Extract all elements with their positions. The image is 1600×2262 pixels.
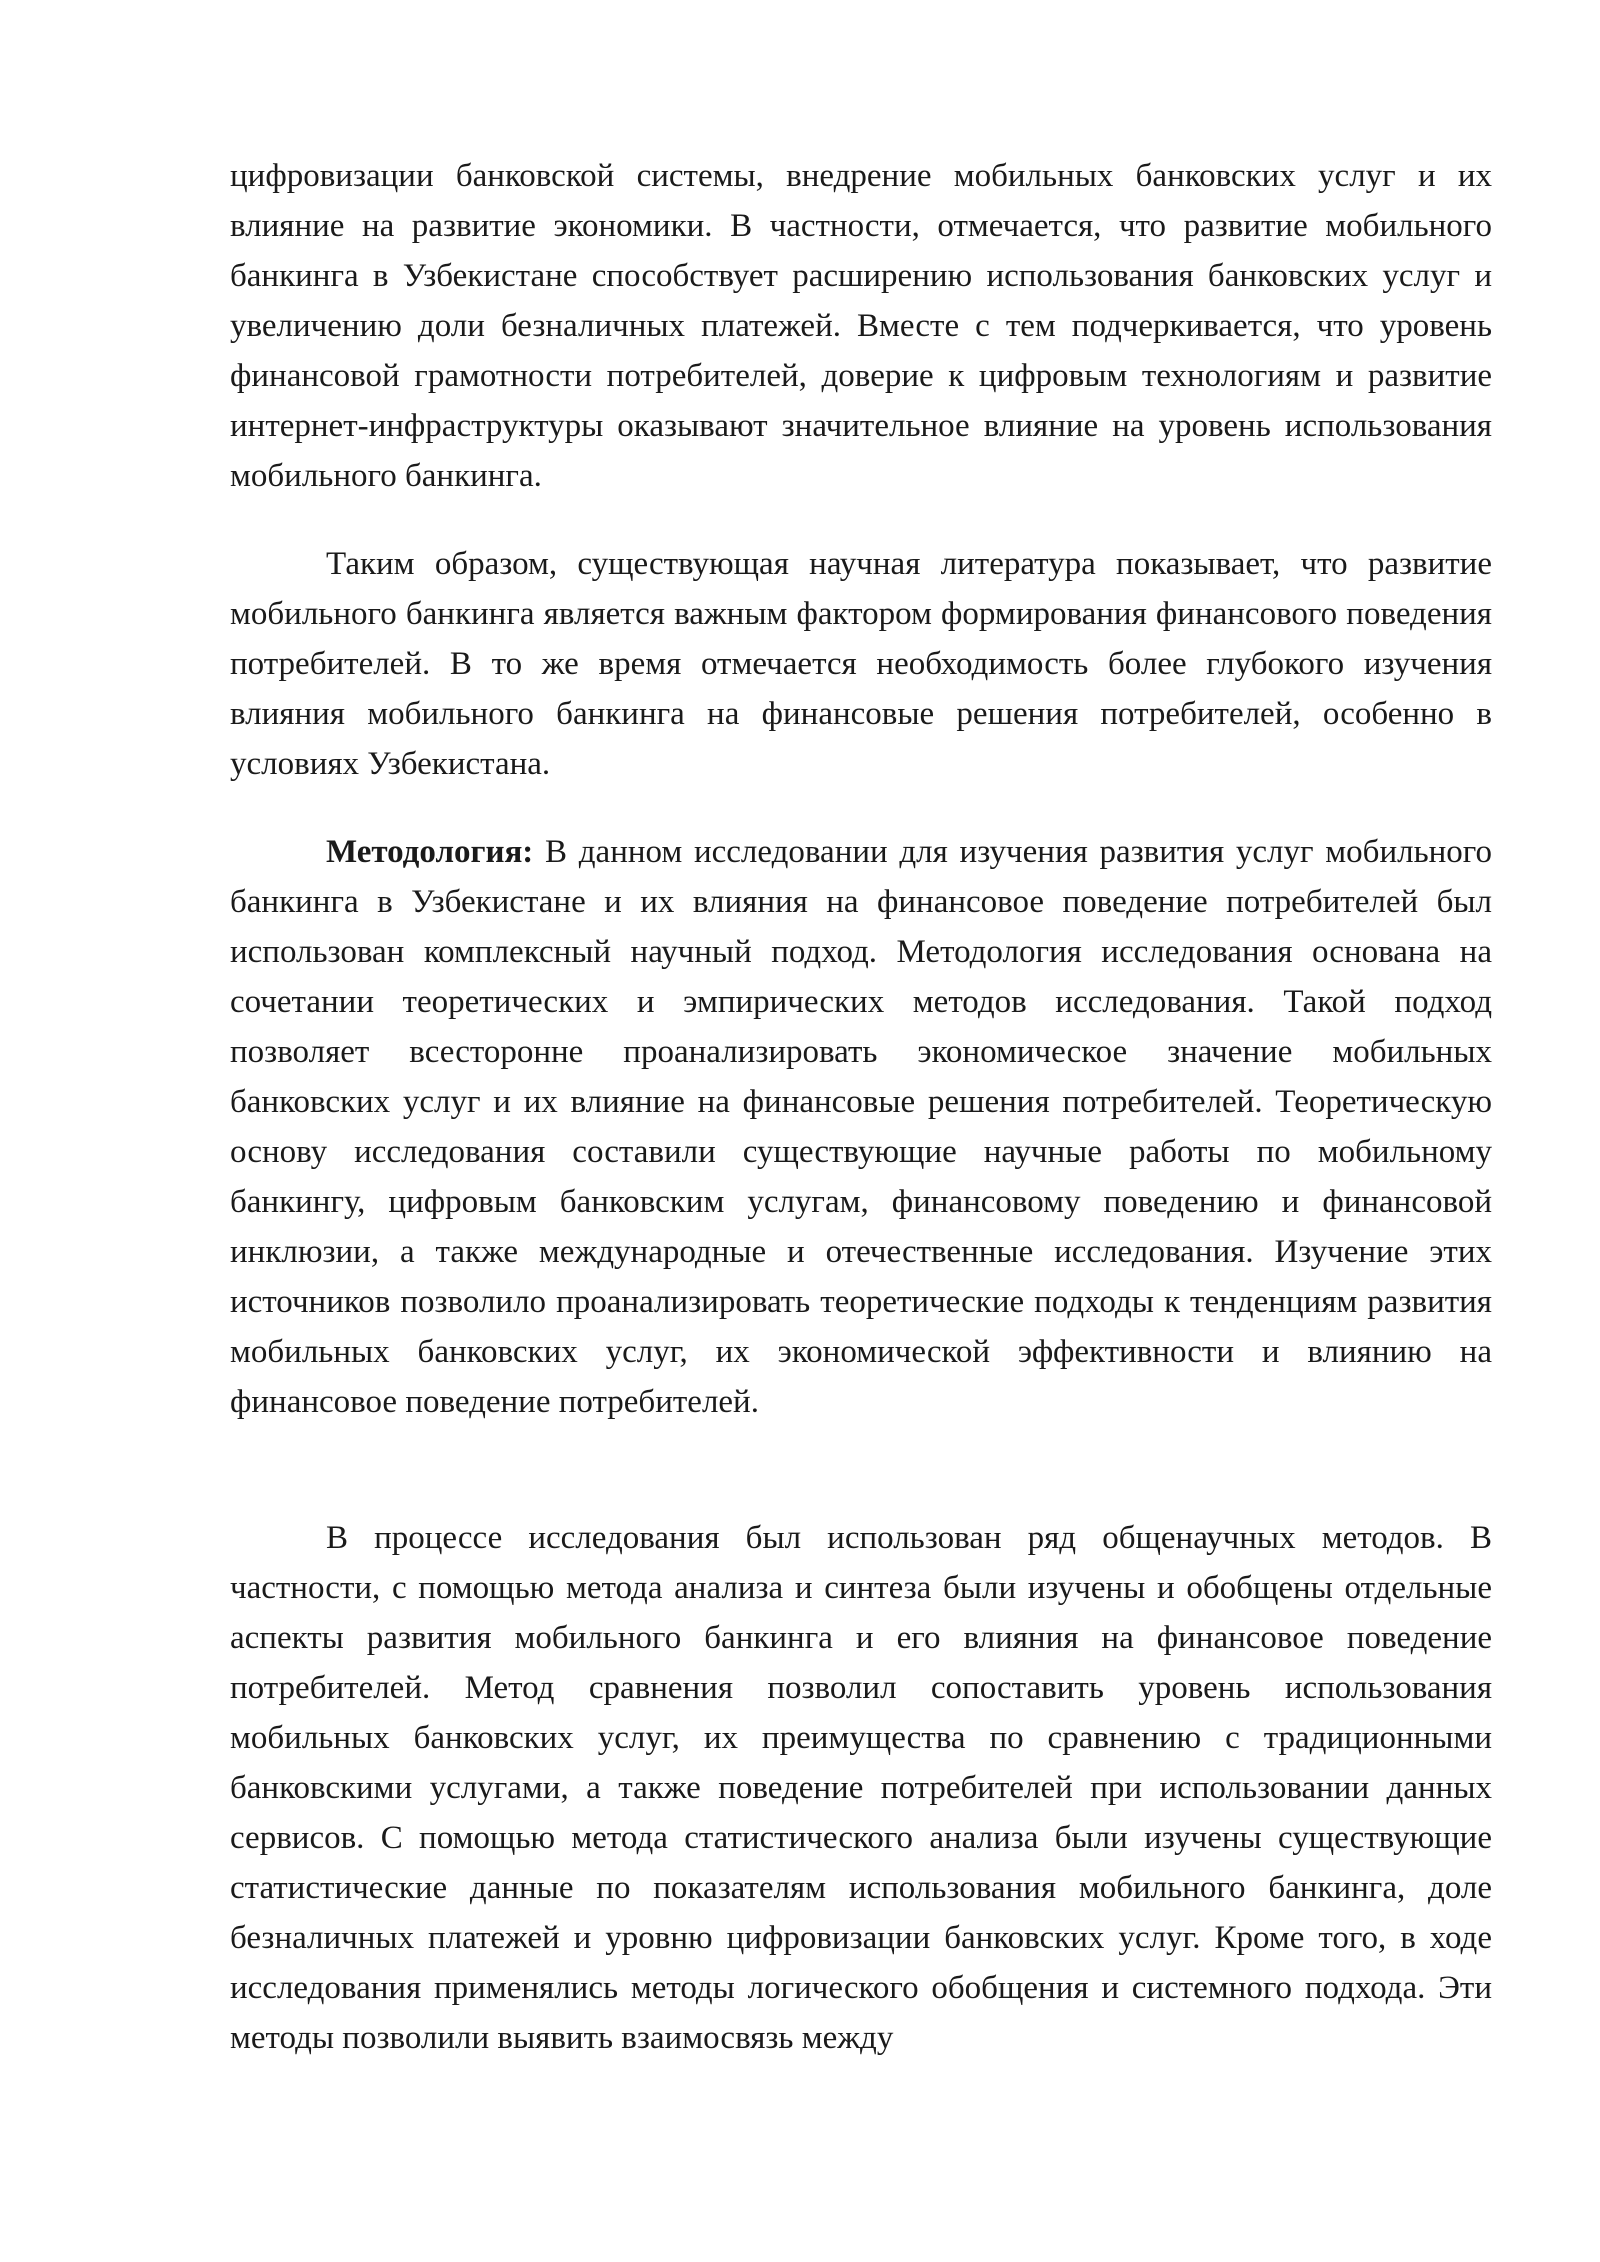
paragraph-digitalization-literature <box>230 151 1492 501</box>
paragraph-methodology <box>230 827 1492 1427</box>
paragraph-literature-conclusion <box>230 539 1492 789</box>
paragraph-text: В данном исследовании для изучения развития услуг мобильного банкинга в Узбекистане и их влияния на финансовое поведение потребителей был использован комплексный научный подход. Методология исследования основана на сочетании теоретических и эмпирических методов исследования. Такой подход позволяет всесторонне проанализировать экономическое значение мобильных банковских услуг и их влияние на финансовые решения потребителей. Теоретическую основу исследования составили существующие научные работы по мобильному банкингу, цифровым банковским услугам, финансовому поведению и финансовой инклюзии, а также международные и отечественные исследования. Изучение этих источников позволило проанализировать теоретические подходы к тенденциям развития мобильных банковских услуг, их экономической эффективности и влиянию на финансовое поведение потребителей. <box>230 834 1492 1420</box>
paragraph-text: цифровизации банковской системы, внедрение мобильных банковских услуг и их влияние на развитие экономики. В частности, отмечается, что развитие мобильного банкинга в Узбекистане способствует расширению использования банковских услуг и увеличению доли безналичных платежей. Вместе с тем подчеркивается, что уровень финансовой грамотности потребителей, доверие к цифровым технологиям и развитие интернет-инфраструктуры оказывают значительное влияние на уровень использования мобильного банкинга. <box>230 158 1492 494</box>
paragraph-research-methods <box>230 1513 1492 2063</box>
paragraph-body <box>230 827 1492 1427</box>
paragraph-text: Таким образом, существующая научная литература показывает, что развитие мобильного банкинга является важным фактором формирования финансового поведения потребителей. В то же время отмечается необходимость более глубокого изучения влияния мобильного банкинга на финансовые решения потребителей, особенно в условиях Узбекистана. <box>230 546 1492 782</box>
paragraph-text: В процессе исследования был использован ряд общенаучных методов. В частности, с помощью метода анализа и синтеза были изучены и обобщены отдельные аспекты развития мобильного банкинга и его влияния на финансовое поведение потребителей. Метод сравнения позволил сопоставить уровень использования мобильных банковских услуг, их преимущества по сравнению с традиционными банковскими услугами, а также поведение потребителей при использовании данных сервисов. С помощью метода статистического анализа были изучены существующие статистические данные по показателям использования мобильного банкинга, доле безналичных платежей и уровню цифровизации банковских услуг. Кроме того, в ходе исследования применялись методы логического обобщения и системного подхода. Эти методы позволили выявить взаимосвязь между <box>230 1520 1492 2056</box>
methodology-heading: Методология: <box>326 834 534 870</box>
